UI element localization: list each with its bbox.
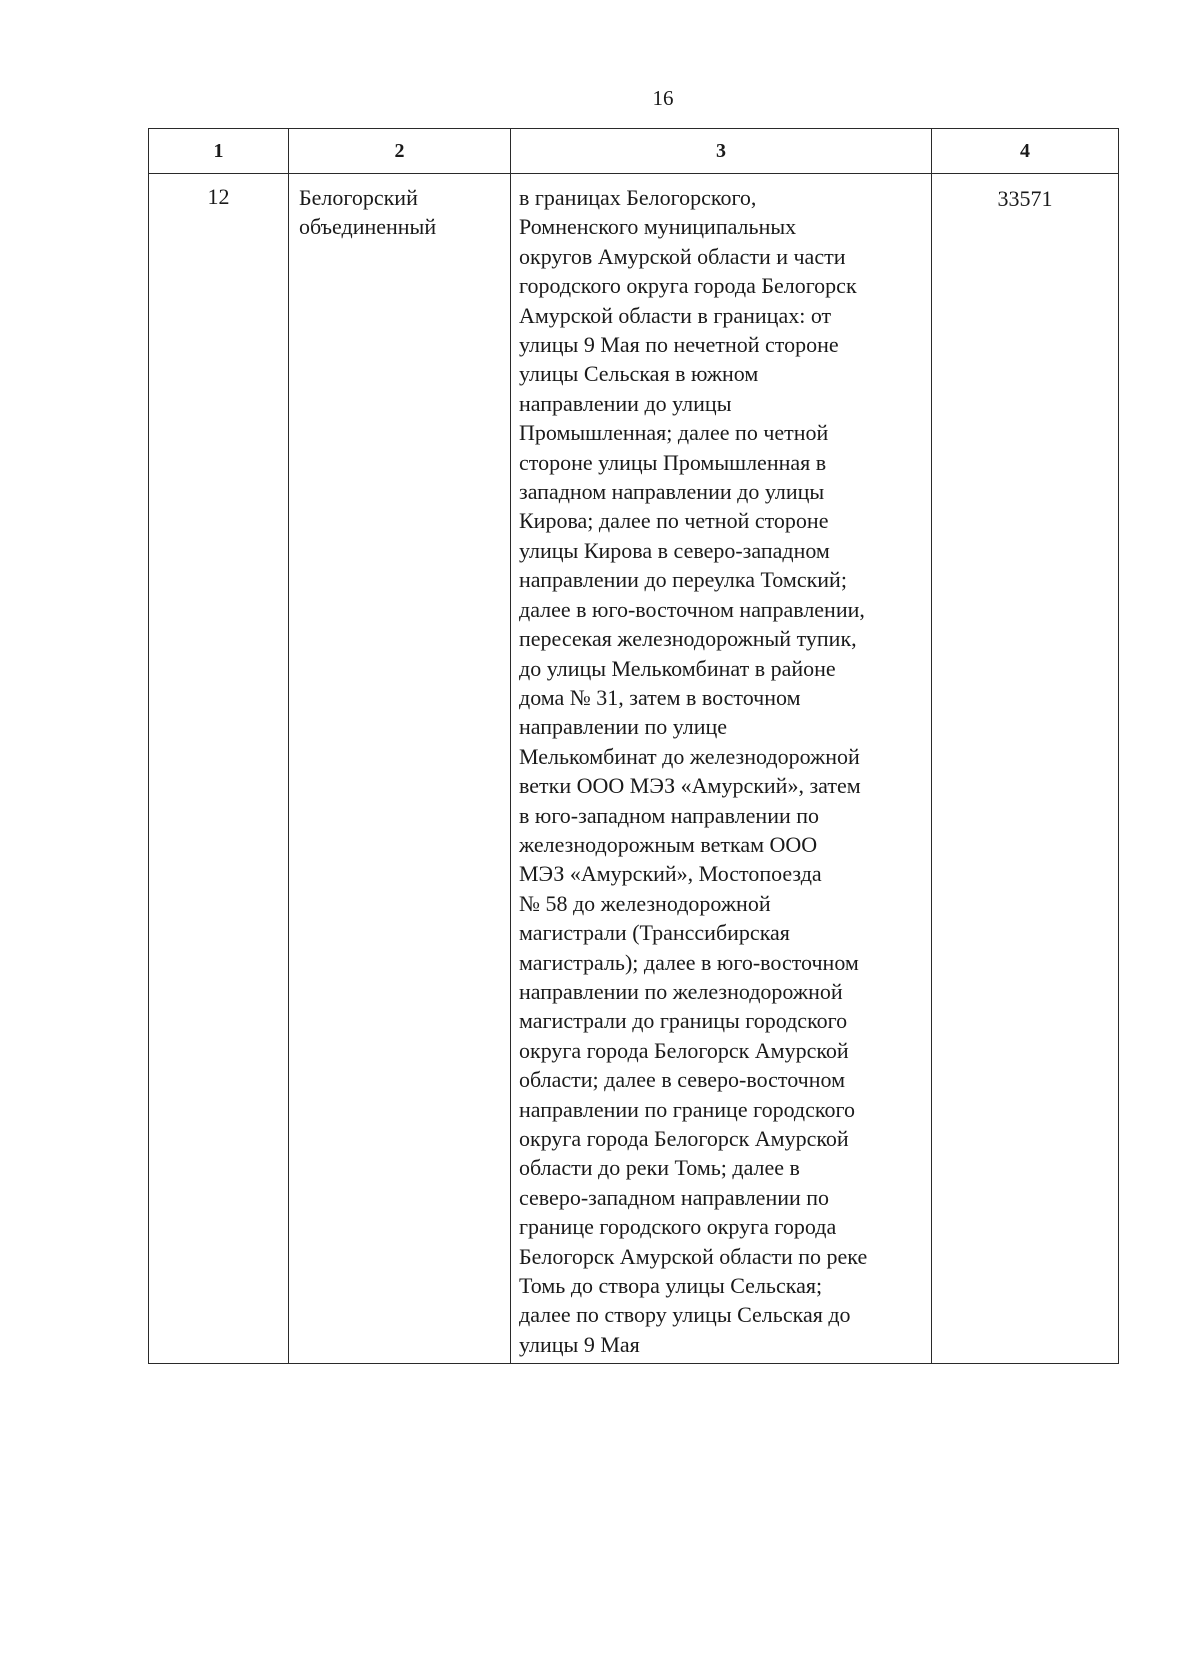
table-row [149, 174, 1119, 1364]
table-header-row [149, 129, 1119, 174]
page-number: 16 [652, 86, 674, 110]
district-number: 12 [149, 174, 289, 1364]
column-header-1: 1 [149, 129, 289, 174]
district-name: Белогорский объединенный [289, 174, 511, 1364]
district-boundaries: в границах Белогорского, Ромненского муниципальных округов Амурской области и части городского округа города Белогорск Амурской области в границах: от улицы 9 Мая по нечетной стороне улицы Сельская в южном направлении до улицы Промышленная; далее по четной стороне улицы Промышленная в западном направлении до улицы Кирова; далее по четной стороне улицы Кирова в северо-западном направлении до переулка Томский; далее в юго-восточном направлении, пересекая железнодорожный тупик, до улицы Мелькомбинат в районе дома № 31, затем в восточном направлении по улице Мелькомбинат до железнодорожной ветки ООО МЭЗ «Амурский», затем в юго-западном направлении по железнодорожным веткам ООО МЭЗ «Амурский», Мостопоезда № 58 до железнодорожной магистрали (Транссибирская магистраль); далее в юго-восточном направлении по железнодорожной магистрали до границы городского округа города Белогорск Амурской области; далее в северо-восточном направлении по границе городского округа города Белогорск Амурской области до реки Томь; далее в северо-западном направлении по границе городского округа города Белогорск Амурской области по реке Томь до створа улицы Сельская; далее по створу улицы Сельская до улицы 9 Мая [511, 174, 932, 1364]
column-header-3: 3 [511, 129, 932, 174]
districts-table [148, 128, 1119, 1364]
column-header-4: 4 [932, 129, 1119, 174]
column-header-2: 2 [289, 129, 511, 174]
voter-count: 33571 [932, 174, 1119, 1364]
